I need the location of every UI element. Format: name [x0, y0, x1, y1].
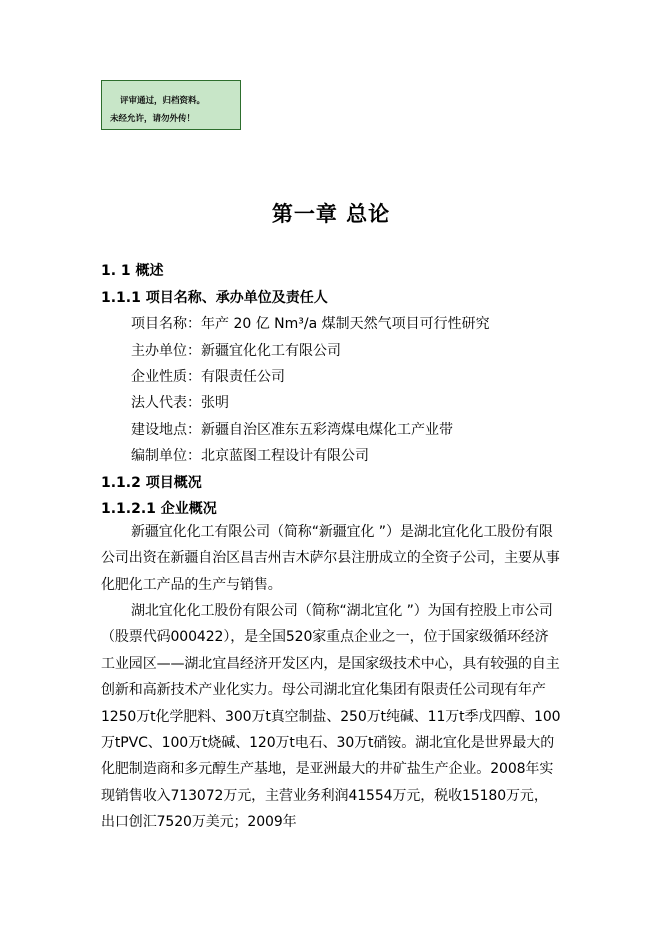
stamp-line-2: 未经允许，请勿外传！: [110, 114, 196, 124]
approval-stamp: [101, 80, 241, 130]
compiler-line: 编制单位：北京蓝图工程设计有限公司: [131, 448, 369, 464]
enterprise-type-line: 企业性质：有限责任公司: [131, 369, 285, 385]
construction-site-line: 建设地点：新疆自治区准东五彩湾煤电煤化工产业带: [131, 422, 453, 438]
section-heading-1-1-2: 1.1.2 项目概况: [101, 475, 202, 491]
section-heading-1-1: 1. 1 概述: [101, 263, 164, 279]
sponsor-line: 主办单位：新疆宜化化工有限公司: [131, 343, 341, 359]
section-heading-1-1-1: 1.1.1 项目名称、承办单位及责任人: [101, 290, 328, 306]
stamp-line-1: 评审通过，归档资料。: [120, 96, 206, 106]
legal-representative-line: 法人代表：张明: [131, 395, 229, 411]
section-heading-1-1-2-1: 1.1.2.1 企业概况: [101, 501, 217, 517]
paragraph-hubei-yihua: 湖北宜化化工股份有限公司（简称“湖北宜化 ”）为国有控股上市公司（股票代码000422），是全国520家重点企业之一，位于国家级循环经济工业园区——湖北宜昌经济开发区内，是国家级技术中心，具有较强的自主创新和高新技术产业化实力。母公司湖北宜化集团有限责任公司现有年产1250万t化学肥料、300万t真空制盐、250万t纯碱、11万t季戊四醇、100万tPVC、100万t烧碱、120万t电石、30万t硝铵。湖北宜化是世界最大的化肥制造商和多元醇生产基地，是亚洲最大的井矿盐生产企业。2008年实现销售收入713072万元，主营业务利润41554万元，税收15180万元，出口创汇7520万美元；2009年: [101, 603, 561, 831]
project-name-line: 项目名称：年产 20 亿 Nm³/a 煤制天然气项目可行性研究: [131, 316, 490, 332]
chapter-title: 第一章 总论: [271, 202, 391, 226]
paragraph-xinjiang-yihua: 新疆宜化化工有限公司（简称“新疆宜化 ”）是湖北宜化化工股份有限公司出资在新疆自治区昌吉州吉木萨尔县注册成立的全资子公司，主要从事化肥化工产品的生产与销售。: [101, 524, 560, 593]
